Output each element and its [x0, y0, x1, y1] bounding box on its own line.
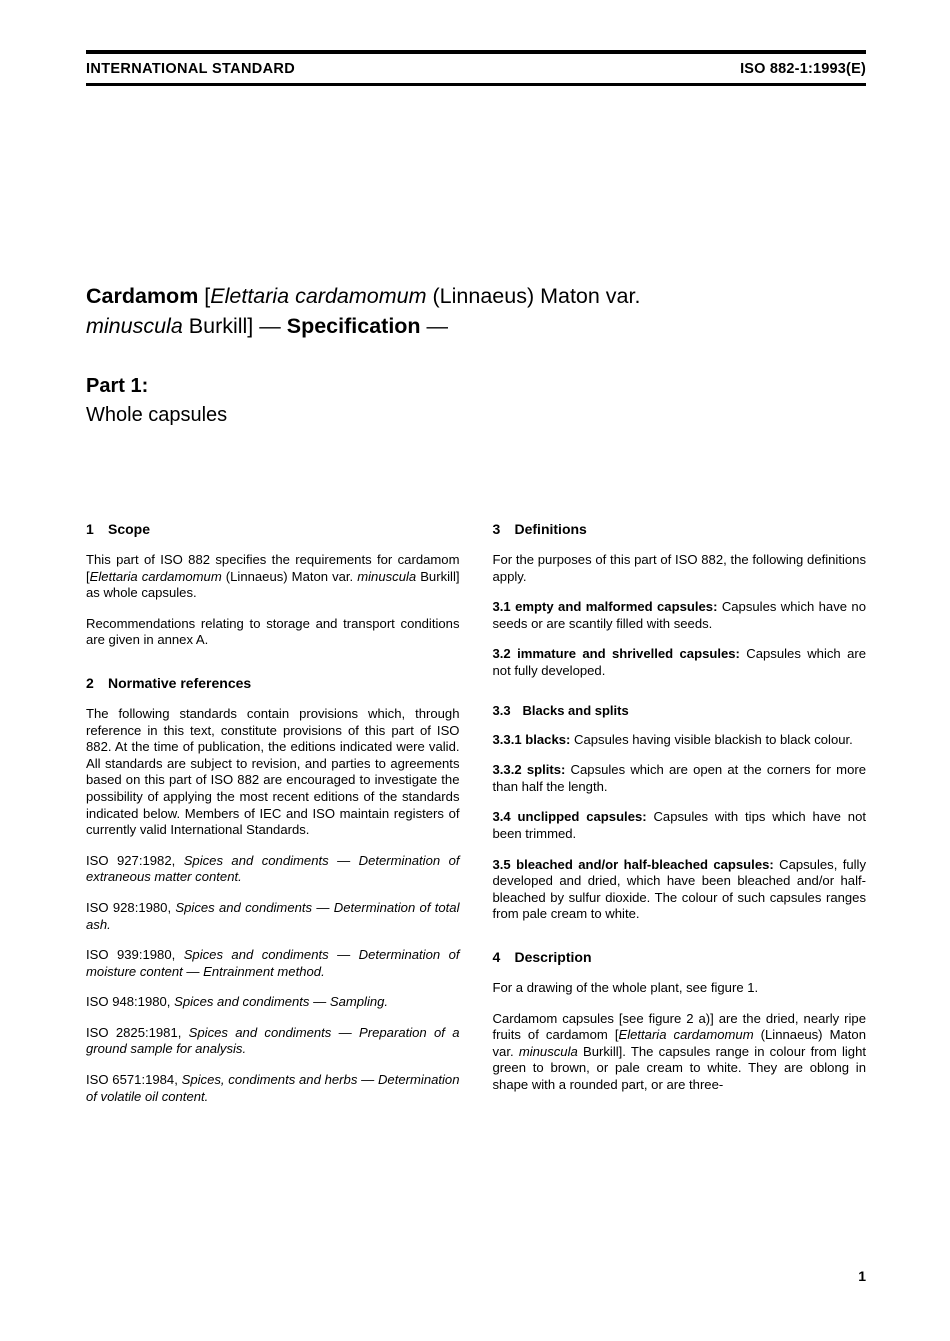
reference-title: Spices and condiments — Determination of moisture content — Entrainment method.	[86, 947, 460, 979]
definition-3-1-text: Capsules which have no seeds or are scantily filled with seeds.	[492, 599, 866, 631]
section-2-paragraph-1: The following standards contain provisions which, through reference in this text, constitute provisions of this part of ISO 882. At the time of publication, the editions indicated were valid. All standards are subject to revision, and parties to agreements based on this part of ISO 882 are encouraged to investigate the possibility of applying the most recent editions of the standards indicated below. Members of IEC and ISO maintain registers of currently valid International Standards.	[86, 705, 460, 838]
title-specification: Specification	[286, 314, 421, 338]
definition-3-3-1-term: blacks:	[525, 731, 571, 747]
definition-3-2-number: 3.2	[492, 646, 511, 662]
page-title	[86, 281, 806, 341]
reference-title: Spices, condiments and herbs — Determination of volatile oil content.	[86, 1072, 460, 1104]
body-columns	[86, 521, 866, 1119]
definition-3-4-text: Capsules with tips which have not been trimmed.	[492, 809, 866, 841]
right-column	[493, 521, 867, 1119]
section-4-paragraph-1: For a drawing of the whole plant, see figure 1.	[492, 979, 759, 995]
definition-3-1-number: 3.1	[492, 599, 511, 615]
left-column	[86, 521, 460, 1119]
reference-title: Spices and condiments — Determination of extraneous matter content.	[86, 852, 460, 885]
section-heading-1	[86, 521, 460, 538]
title-botanical-name: Elettaria cardamomum	[210, 284, 427, 308]
definition-3-3-1-text: Capsules having visible blackish to black colour.	[570, 731, 853, 747]
subsection-3-3-title: Blacks and splits	[522, 702, 629, 718]
reference-title: Spices and condiments — Sampling.	[174, 994, 389, 1010]
scope-text-a: This part of ISO 882 specifies the requirements for cardamom [	[86, 552, 460, 584]
section-4-title: Description	[514, 948, 592, 965]
definition-3-3-2-text: Capsules which are open at the corners for more than half the length.	[492, 762, 866, 794]
scope-text-c: Burkill] as whole capsules.	[86, 568, 460, 601]
definition-3-4	[493, 809, 867, 842]
definition-3-3-2-number: 3.3.2	[492, 762, 522, 778]
section-1-paragraph-1	[86, 552, 460, 602]
section-2-number: 2	[86, 674, 94, 691]
title-dash-right: —	[420, 314, 449, 338]
normative-reference-item	[86, 900, 460, 933]
definition-3-1	[493, 599, 867, 632]
section-2-title: Normative references	[108, 674, 252, 691]
page-number: 1	[858, 1268, 866, 1284]
header-row	[86, 54, 866, 83]
title-variety-italic: minuscula	[86, 314, 183, 338]
reference-id: ISO 6571:1984,	[86, 1072, 182, 1088]
subsection-3-3-number: 3.3	[492, 702, 511, 718]
scope-botanical-2: minuscula	[357, 568, 417, 584]
header-standard-number: ISO 882-1:1993(E)	[740, 61, 866, 77]
reference-title: Spices and condiments — Preparation of a ground sample for analysis.	[86, 1024, 460, 1057]
section-4-number: 4	[492, 948, 501, 965]
definition-3-3-2	[493, 762, 867, 795]
scope-botanical-1: Elettaria cardamomum	[89, 568, 222, 584]
reference-title: Spices and condiments — Determination of total ash.	[86, 899, 460, 932]
section-1-number: 1	[86, 521, 94, 537]
definition-3-3-1	[493, 732, 867, 749]
title-authority: (Linnaeus) Maton var.	[426, 284, 641, 308]
header-rule-bottom	[86, 83, 866, 86]
definition-3-5-number: 3.5	[492, 856, 511, 872]
definition-3-4-term: unclipped capsules:	[517, 809, 647, 825]
section-heading-2	[86, 675, 460, 692]
title-dash-left: —	[259, 314, 287, 338]
definition-3-2	[493, 646, 867, 679]
reference-id: ISO 948:1980,	[86, 994, 175, 1010]
description-botanical-2: minuscula	[518, 1043, 578, 1059]
definition-3-2-text: Capsules which are not fully developed.	[492, 646, 866, 678]
part-subtitle: Whole capsules	[86, 404, 228, 426]
normative-reference-item	[86, 1072, 460, 1105]
title-bracket-open: [	[198, 284, 211, 308]
definition-3-3-1-number: 3.3.1	[492, 731, 522, 747]
section-heading-4	[493, 949, 867, 966]
definition-3-5-term: bleached and/or half-bleached capsules:	[516, 856, 774, 872]
reference-id: ISO 928:1980,	[86, 899, 176, 915]
definition-3-4-number: 3.4	[492, 809, 511, 825]
section-3-number: 3	[492, 521, 501, 537]
description-text-c: Burkill]. The capsules range in colour from light green to brown, or pale cream to white. They are oblong in shape with a rounded part, or are three-	[492, 1043, 866, 1092]
reference-id: ISO 2825:1981,	[86, 1024, 189, 1040]
title-commodity: Cardamom	[86, 284, 199, 308]
normative-reference-item	[86, 1025, 460, 1058]
document-title-block	[86, 281, 806, 341]
reference-id: ISO 927:1982,	[86, 852, 184, 868]
reference-id: ISO 939:1980,	[86, 947, 184, 963]
section-1-title: Scope	[108, 521, 151, 537]
section-1-paragraph-2: Recommendations relating to storage and transport conditions are given in annex A.	[86, 615, 460, 648]
part-block	[86, 373, 806, 429]
scope-text-b: (Linnaeus) Maton var.	[221, 568, 358, 584]
part-label: Part 1:	[86, 375, 149, 397]
section-3-title: Definitions	[514, 521, 587, 537]
description-text-a: Cardamom capsules [see figure 2 a)] are the dried, nearly ripe fruits of cardamom [	[492, 1010, 866, 1043]
definition-3-5	[493, 857, 867, 923]
title-variety-rest: Burkill]	[182, 314, 260, 338]
section-heading-3	[493, 521, 867, 538]
description-botanical-1: Elettaria cardamomum	[618, 1027, 754, 1043]
header-left-label: INTERNATIONAL STANDARD	[86, 61, 296, 77]
running-header	[86, 50, 866, 86]
section-4-paragraph-2	[493, 1011, 867, 1094]
subsection-heading-3-3	[493, 702, 867, 719]
definition-3-2-term: immature and shrivelled capsules:	[517, 646, 740, 662]
section-3-intro: For the purposes of this part of ISO 882, the following definitions apply.	[492, 552, 866, 584]
definition-3-5-text: Capsules, fully developed and dried, which have been bleached and/or half-bleached by sulfur dioxide. The colour of such capsules ranges from pale cream to white.	[492, 856, 866, 922]
description-text-b: (Linnaeus) Maton var.	[492, 1027, 866, 1059]
normative-reference-item	[86, 994, 460, 1011]
normative-reference-item	[86, 947, 460, 980]
normative-reference-item	[86, 853, 460, 886]
definition-3-1-term: empty and malformed capsules:	[515, 599, 718, 615]
definition-3-3-2-term: splits:	[526, 762, 566, 778]
